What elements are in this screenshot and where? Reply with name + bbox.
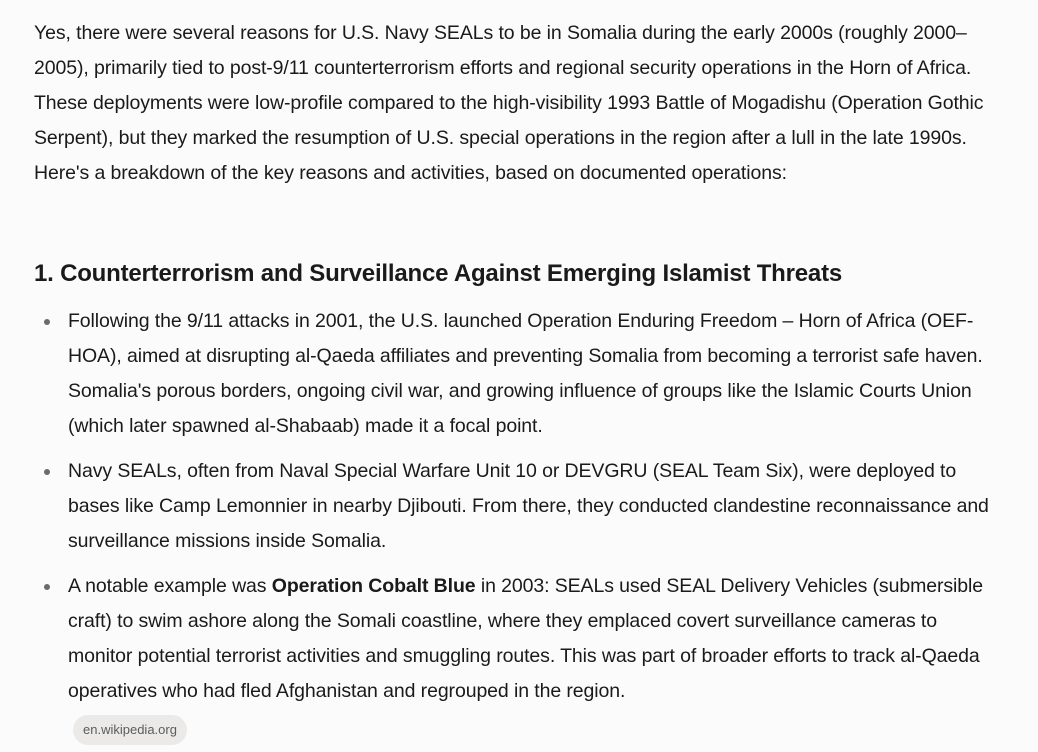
list-item-text-prefix: A notable example was [68,575,272,597]
bullet-dot-icon [44,319,50,325]
list-item [34,454,1004,559]
list-item-text-suffix: in 2003: SEALs used SEAL Delivery Vehicles (submersible craft) to swim ashore along the Somali coastline, where they emplaced covert surveillance cameras to monitor potential terrorist activities and smuggling routes. This was part of broader efforts to track al-Qaeda operatives who had fled Afghanistan and regrouped in the region. [68,575,983,702]
bullet-dot-icon [44,469,50,475]
source-citation-chip[interactable]: en.wikipedia.org [73,715,187,745]
section-heading: 1. Counterterrorism and Surveillance Against Emerging Islamist Threats [34,260,843,287]
list-item-text: Navy SEALs, often from Naval Special Warfare Unit 10 or DEVGRU (SEAL Team Six), were deployed to bases like Camp Lemonnier in nearby Djibouti. From there, they conducted clandestine reconnaissance and surveillance missions inside Somalia. [68,460,989,552]
intro-paragraph: Yes, there were several reasons for U.S. Navy SEALs to be in Somalia during the early 2000s (roughly 2000–2005), primarily tied to post-9/11 counterterrorism efforts and regional security operations in the Horn of Africa. These deployments were low-profile compared to the high-visibility 1993 Battle of Mogadishu (Operation Gothic Serpent), but they marked the resumption of U.S. special operations in the region after a lull in the late 1990s. Here's a breakdown of the key reasons and activities, based on documented operations: [34,22,984,184]
response-content [34,16,1004,702]
list-item [34,304,1004,444]
bullet-list [34,304,1004,719]
operation-name: Operation Cobalt Blue [271,575,476,597]
list-item-text: Following the 9/11 attacks in 2001, the U.S. launched Operation Enduring Freedom – Horn of Africa (OEF-HOA), aimed at disrupting al-Qaeda affiliates and preventing Somalia from becoming a terrorist safe haven. Somalia's porous borders, ongoing civil war, and growing influence of groups like the Islamic Courts Union (which later spawned al-Shabaab) made it a focal point. [68,310,983,437]
bullet-dot-icon [44,584,50,590]
list-item [34,569,1004,709]
